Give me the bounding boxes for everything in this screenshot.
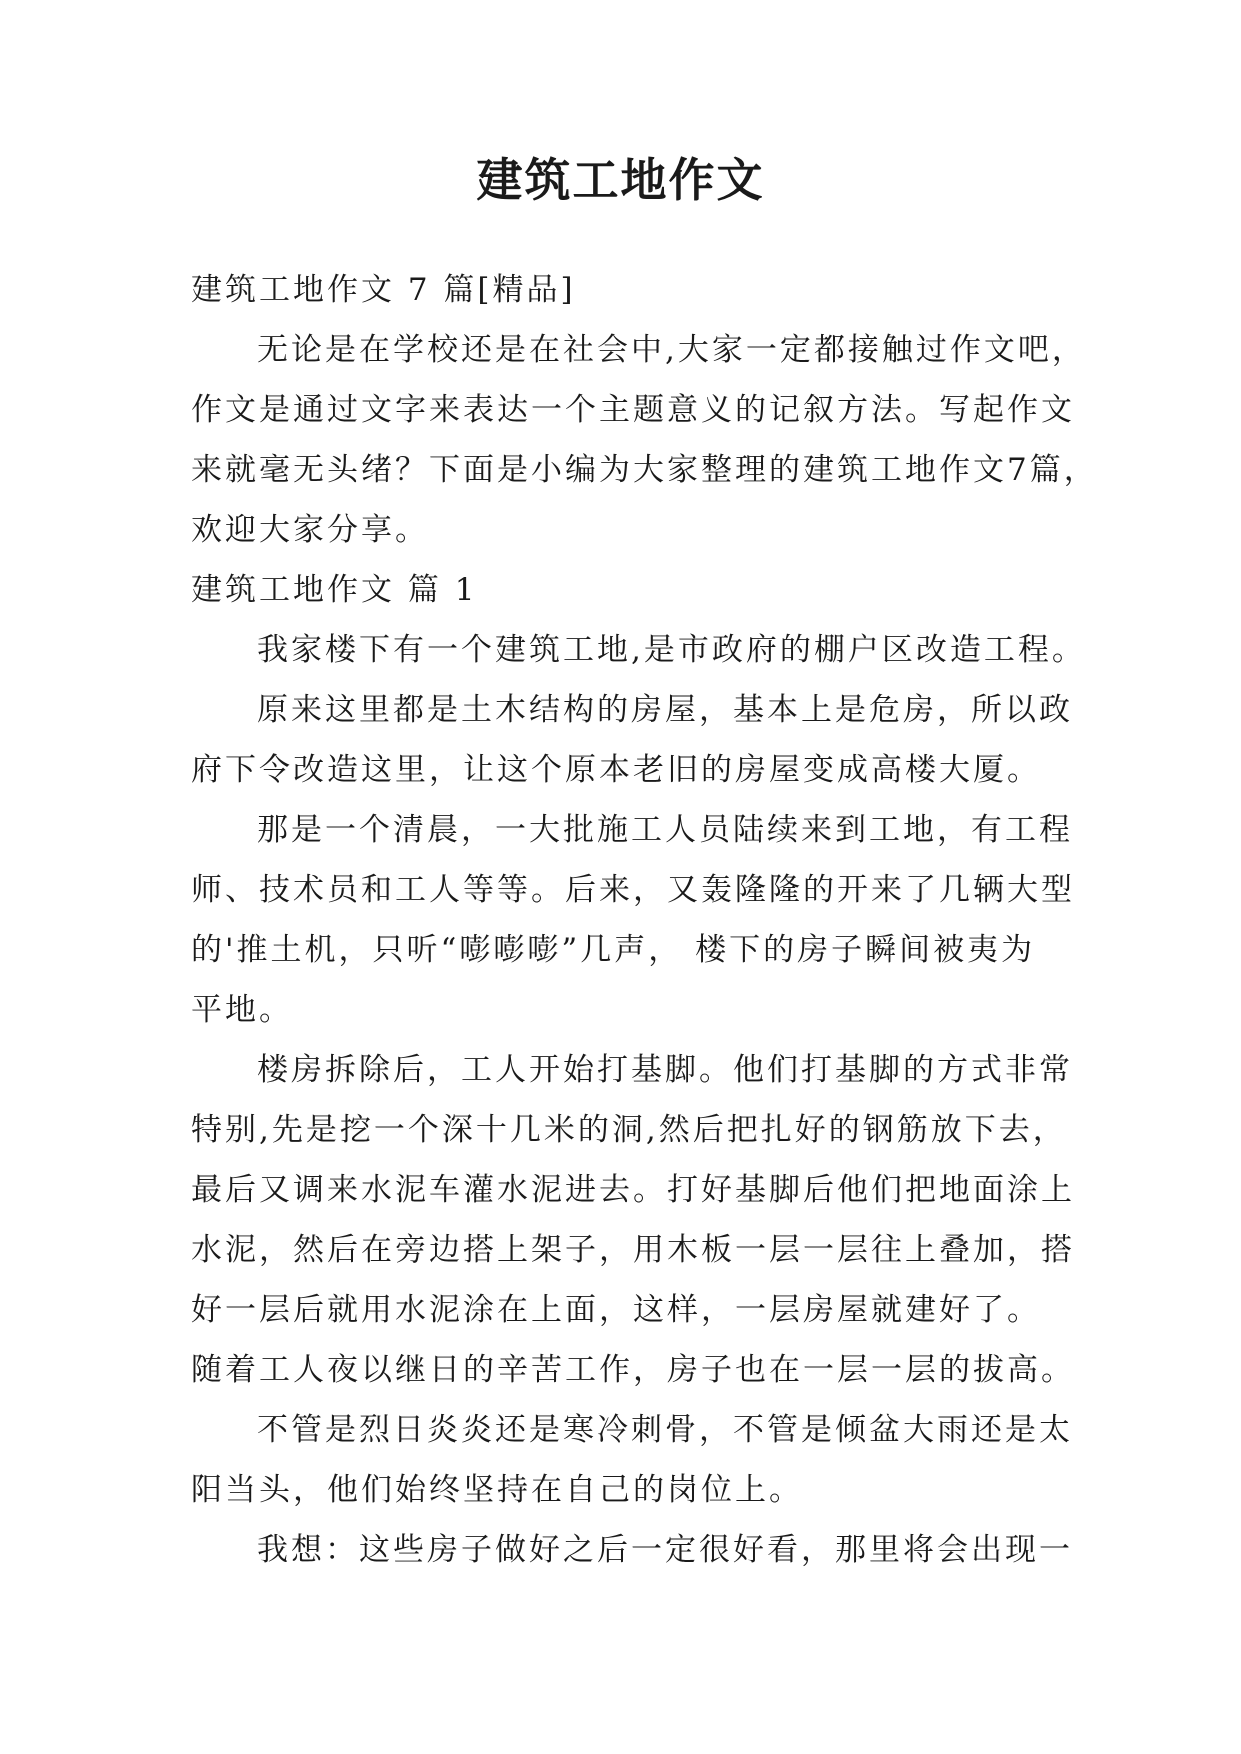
text-line: 特别,先是挖一个深十几米的洞,然后把扎好的钢筋放下去， (191, 1112, 1067, 1148)
text-line: 师、技术员和工人等等。后来，又轰隆隆的开来了几辆大型 (191, 872, 1075, 908)
document-body (191, 260, 1098, 1580)
text-line: 水泥，然后在旁边搭上架子，用木板一层一层往上叠加，搭 (191, 1232, 1075, 1268)
text-line: 好一层后就用水泥涂在上面，这样，一层房屋就建好了。 (191, 1292, 1041, 1328)
text-line: 原来这里都是土木结构的房屋，基本上是危房，所以政 (257, 692, 1073, 728)
text-line: 我家楼下有一个建筑工地,是市政府的棚户区改造工程。 (257, 632, 1086, 668)
text-line: 不管是烈日炎炎还是寒冷刺骨，不管是倾盆大雨还是太 (257, 1412, 1073, 1448)
text-line: 欢迎大家分享。 (191, 512, 429, 548)
text-line: 无论是在学校还是在社会中,大家一定都接触过作文吧， (257, 332, 1086, 368)
document-title: 建筑工地作文 (476, 153, 765, 207)
text-line: 建筑工地作文 7 篇[精品] (191, 272, 576, 308)
text-line: 作文是通过文字来表达一个主题意义的记叙方法。写起作文 (191, 392, 1075, 428)
text-line: 我想：这些房子做好之后一定很好看，那里将会出现一 (257, 1532, 1073, 1568)
text-line: 最后又调来水泥车灌水泥进去。打好基脚后他们把地面涂上 (191, 1172, 1075, 1208)
text-line: 的'推土机，只听“嘭嘭嘭”几声， 楼下的房子瞬间被夷为 (191, 932, 1036, 968)
section-heading: 建筑工地作文 篇 1 (191, 572, 478, 608)
text-line: 随着工人夜以继日的辛苦工作，房子也在一层一层的拔高。 (191, 1352, 1075, 1388)
text-line: 来就毫无头绪？下面是小编为大家整理的建筑工地作文7篇， (191, 452, 1098, 488)
text-line: 平地。 (191, 992, 293, 1028)
text-line: 那是一个清晨，一大批施工人员陆续来到工地，有工程 (257, 812, 1073, 848)
text-line: 府下令改造这里，让这个原本老旧的房屋变成高楼大厦。 (191, 752, 1041, 788)
text-line: 阳当头，他们始终坚持在自己的岗位上。 (191, 1472, 803, 1508)
text-line: 楼房拆除后，工人开始打基脚。他们打基脚的方式非常 (257, 1052, 1073, 1088)
